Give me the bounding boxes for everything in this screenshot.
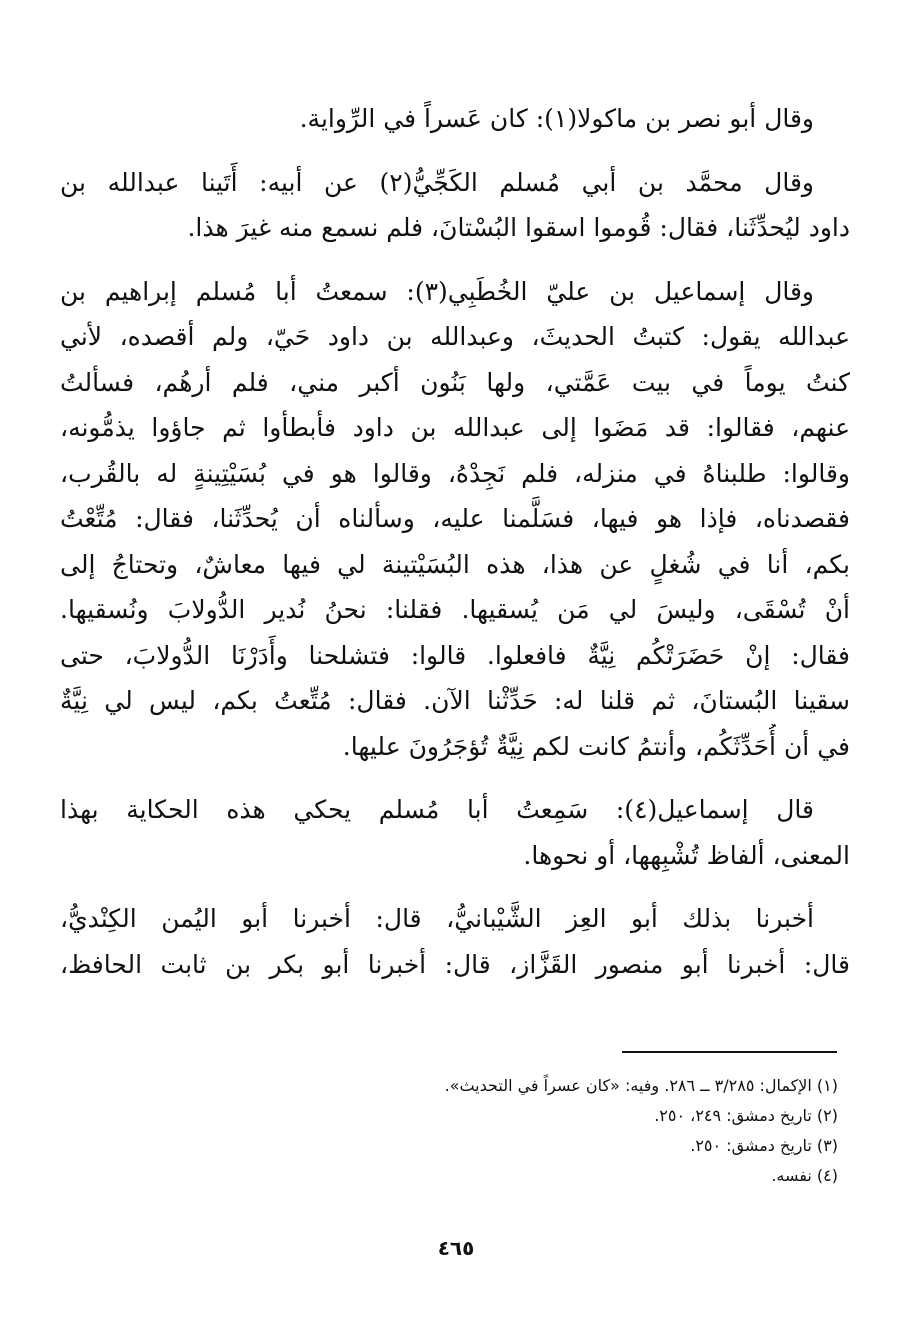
text-line: وقال أبو نصر بن ماكولا(١): كان عَسراً في الرِّواية. xyxy=(299,104,814,133)
text-line: داود ليُحدِّثَنا، فقال: قُوموا اسقوا البُسْتانَ، فلم نسمع منه غيرَ هذا. xyxy=(187,213,850,242)
text-line: سقينا البُستانَ، ثم قلنا له: حَدِّثْنا الآن. فقال: مُتِّعتُ بكم، ليس لي نِيَّةٌ xyxy=(60,686,850,715)
text-line: كنتُ يوماً في بيت عَمَّتي، ولها بَنُون أكبر مني، فلم أرهُم، فسألتُ xyxy=(60,367,850,397)
text-line: أخبرنا بذلك أبو العِز الشَّيْبانيُّ، قال: أخبرنا أبو اليُمن الكِنْديُّ، xyxy=(60,904,814,933)
text-line: عنهم، فقالوا: قد مَضَوا إلى عبدالله بن داود فأبطأوا ثم جاؤوا يذمُّونه، xyxy=(60,413,850,442)
text-line: وقال محمَّد بن أبي مُسلم الكَجِّيُّ(٢) عن أبيه: أَتَينا عبدالله بن xyxy=(60,167,814,197)
footnote: (٣) تاريخ دمشق: ٢٥٠. xyxy=(690,1136,838,1155)
text-line: أنْ تُسْقَى، وليسَ لي مَن يُسقيها. فقلنا: نحنُ نُدير الدُّولابَ ونُسقيها. xyxy=(60,595,850,624)
paragraph xyxy=(60,96,850,142)
paragraph xyxy=(60,787,850,878)
page-number: ٤٦٥ xyxy=(437,1236,475,1260)
text-line: وقال إسماعيل بن عليّ الخُطَبِي(٣): سمعتُ أبا مُسلم إبراهيم بن xyxy=(60,276,815,306)
text-line: قال إسماعيل(٤): سَمِعتُ أبا مُسلم يحكي هذه الحكاية بهذا xyxy=(60,795,814,824)
paragraph xyxy=(60,269,850,770)
text-line: فقصدناه، فإذا هو فيها، فسَلَّمنا عليه، وسألناه أن يُحدِّثَنا، فقال: مُتِّعْتُ xyxy=(60,504,850,533)
text-line: قال: أخبرنا أبو منصور القَزَّاز، قال: أخبرنا أبو بكر بن ثابت الحافظ، xyxy=(60,949,850,979)
paragraph xyxy=(60,896,850,987)
paragraph xyxy=(60,160,850,251)
footnote: (١) الإكمال: ٣/٢٨٥ ــ ٢٨٦. وفيه: «كان عسراً في التحديث». xyxy=(444,1076,838,1095)
text-line: بكم، أنا في شُغلٍ عن هذا، هذه البُسَيْتينة لي فيها معاشٌ، وتحتاجُ إلى xyxy=(60,549,850,579)
footnotes xyxy=(60,1071,838,1191)
text-line: وقالوا: طلبناهُ في منزله، فلم نَجِدْهُ، وقالوا هو في بُسَيْتِينةٍ له بالقُرب، xyxy=(60,458,850,488)
text-line: المعنى، ألفاظ تُشْبِهها، أو نحوها. xyxy=(523,840,850,870)
footnote: (٢) تاريخ دمشق: ٢٤٩، ٢٥٠. xyxy=(654,1106,838,1125)
text-line: فقال: إنْ حَضَرَتْكُم نِيَّةٌ فافعلوا. قالوا: فتشلحنا وأَدَرْنَا الدُّولابَ، حتى xyxy=(60,640,850,670)
text-line: عبدالله يقول: كتبتُ الحديثَ، وعبدالله بن داود حَيّ، ولم أقصده، لأني xyxy=(60,322,850,351)
footnote: (٤) نفسه. xyxy=(771,1166,838,1185)
main-text xyxy=(60,96,850,1005)
text-line: في أن أُحَدِّثَكُم، وأنتمُ كانت لكم نِيَّةٌ تُؤجَرُونَ عليها. xyxy=(342,731,850,761)
footnote-separator xyxy=(622,1051,837,1053)
